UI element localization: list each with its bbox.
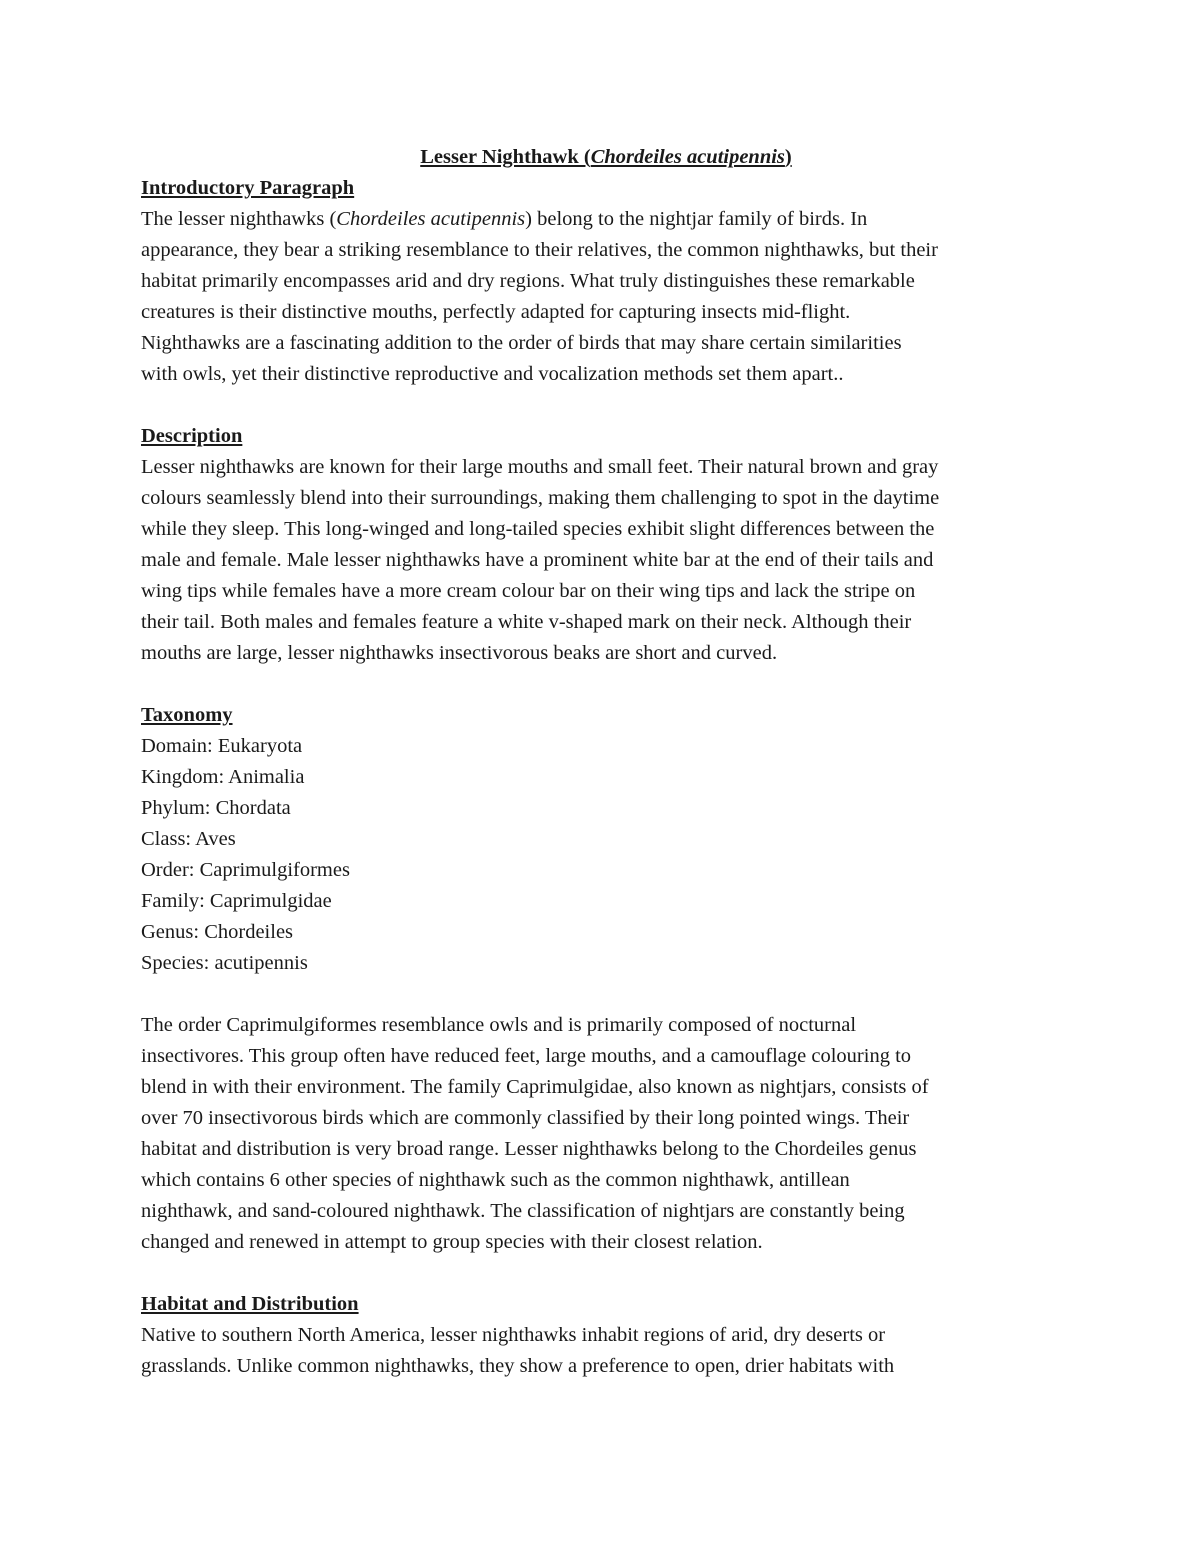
description-line: male and female. Male lesser nighthawks have a prominent white bar at the end of their tails and bbox=[141, 549, 934, 571]
taxonomy-rank: Family: Caprimulgidae bbox=[141, 890, 332, 912]
taxonomy-rank: Domain: Eukaryota bbox=[141, 735, 303, 757]
taxonomy-heading: Taxonomy bbox=[141, 704, 233, 726]
taxonomy-paragraph bbox=[141, 1010, 1071, 1258]
taxonomy-line: habitat and distribution is very broad range. Lesser nighthawks belong to the Chordeiles genus bbox=[141, 1138, 917, 1160]
spacer bbox=[141, 1258, 1071, 1289]
intro-line: creatures is their distinctive mouths, perfectly adapted for capturing insects mid-flight. bbox=[141, 301, 851, 323]
intro-paragraph bbox=[141, 204, 1071, 390]
description-line: mouths are large, lesser nighthawks insectivorous beaks are short and curved. bbox=[141, 642, 778, 664]
intro-line: with owls, yet their distinctive reproductive and vocalization methods set them apart.. bbox=[141, 363, 844, 385]
taxonomy-line: changed and renewed in attempt to group species with their closest relation. bbox=[141, 1231, 763, 1253]
intro-heading: Introductory Paragraph bbox=[141, 177, 355, 199]
description-heading: Description bbox=[141, 425, 243, 447]
taxonomy-line: blend in with their environment. The family Caprimulgidae, also known as nightjars, consists of bbox=[141, 1076, 929, 1098]
document-page bbox=[141, 142, 1071, 1382]
description-line: their tail. Both males and females feature a white v-shaped mark on their neck. Although their bbox=[141, 611, 912, 633]
description-line: while they sleep. This long-winged and long-tailed species exhibit slight differences between the bbox=[141, 518, 935, 540]
description-line: wing tips while females have a more cream colour bar on their wing tips and lack the stripe on bbox=[141, 580, 916, 602]
taxonomy-line: insectivores. This group often have reduced feet, large mouths, and a camouflage colouring to bbox=[141, 1045, 912, 1067]
document-title bbox=[141, 142, 1071, 173]
taxonomy-rank: Phylum: Chordata bbox=[141, 797, 291, 819]
taxonomy-line: over 70 insectivorous birds which are commonly classified by their long pointed wings. Their bbox=[141, 1107, 910, 1129]
taxonomy-rank: Genus: Chordeiles bbox=[141, 921, 294, 943]
habitat-line: Native to southern North America, lesser nighthawks inhabit regions of arid, dry deserts or bbox=[141, 1324, 886, 1346]
description-paragraph bbox=[141, 452, 1071, 669]
description-line: Lesser nighthawks are known for their large mouths and small feet. Their natural brown and gray bbox=[141, 456, 939, 478]
title-common-name: Lesser Nighthawk ( bbox=[420, 146, 591, 168]
intro-line: Nighthawks are a fascinating addition to the order of birds that may share certain similarities bbox=[141, 332, 902, 354]
title-scientific-name: Chordeiles acutipennis bbox=[590, 146, 785, 168]
taxonomy-rank: Class: Aves bbox=[141, 828, 236, 850]
taxonomy-rank: Species: acutipennis bbox=[141, 952, 308, 974]
taxonomy-rank: Order: Caprimulgiformes bbox=[141, 859, 350, 881]
taxonomy-line: which contains 6 other species of nighthawk such as the common nighthawk, antillean bbox=[141, 1169, 850, 1191]
intro-line: The lesser nighthawks (Chordeiles acutipennis) belong to the nightjar family of birds. In bbox=[141, 208, 868, 230]
habitat-paragraph bbox=[141, 1320, 1071, 1382]
description-line: colours seamlessly blend into their surroundings, making them challenging to spot in the daytime bbox=[141, 487, 940, 509]
taxonomy-list bbox=[141, 731, 1071, 979]
habitat-line: grasslands. Unlike common nighthawks, they show a preference to open, drier habitats with bbox=[141, 1355, 895, 1377]
intro-line: habitat primarily encompasses arid and dry regions. What truly distinguishes these remarkable bbox=[141, 270, 915, 292]
taxonomy-line: The order Caprimulgiformes resemblance owls and is primarily composed of nocturnal bbox=[141, 1014, 857, 1036]
taxonomy-line: nighthawk, and sand-coloured nighthawk. The classification of nightjars are constantly being bbox=[141, 1200, 905, 1222]
spacer bbox=[141, 390, 1071, 421]
spacer bbox=[141, 979, 1071, 1010]
intro-scientific-name: Chordeiles acutipennis bbox=[336, 208, 526, 230]
habitat-heading: Habitat and Distribution bbox=[141, 1293, 359, 1315]
spacer bbox=[141, 669, 1071, 700]
intro-line: appearance, they bear a striking resemblance to their relatives, the common nighthawks, but their bbox=[141, 239, 938, 261]
taxonomy-rank: Kingdom: Animalia bbox=[141, 766, 305, 788]
title-close-paren: ) bbox=[784, 146, 792, 168]
